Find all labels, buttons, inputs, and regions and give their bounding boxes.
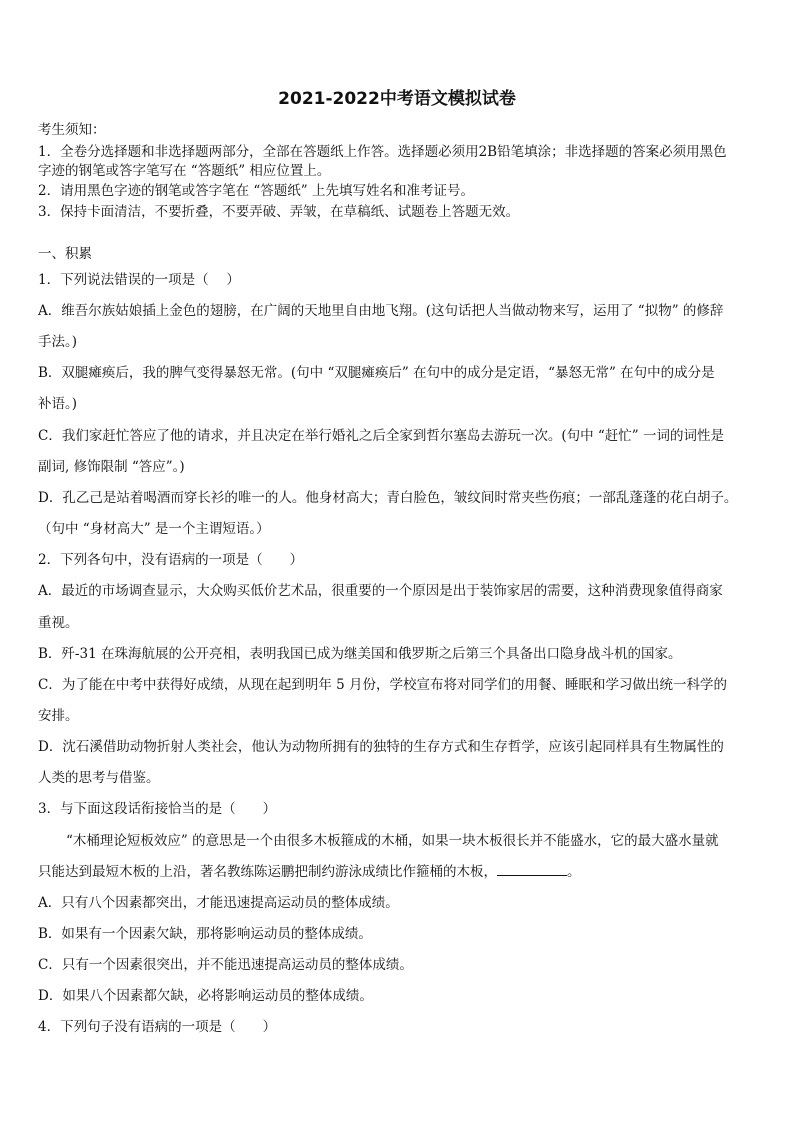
q2-option-c-cont: 安排。 [38, 708, 79, 724]
notice-heading: 考生须知： [38, 122, 106, 138]
q3-option-c: C．只有一个因素很突出，并不能迅速提高运动员的整体成绩。 [38, 957, 413, 973]
page-title: 2021-2022中考语文模拟试卷 [278, 89, 516, 109]
q2-option-b: B．歼-31 在珠海航展的公开亮相，表明我国已成为继美国和俄罗斯之后第三个具备出口隐身战斗机的国家。 [38, 646, 682, 662]
q3-passage-cont [38, 863, 581, 881]
notice-item-2: 2．请用黑色字迹的钢笔或答字笔在 “答题纸” 上先填写姓名和准考证号。 [38, 183, 474, 199]
q3-passage-text: 只能达到最短木板的上沿，著名教练陈运鹏把制约游泳成绩比作箍桶的木板， [38, 864, 497, 880]
q1-option-a-cont: 手法。) [38, 334, 78, 350]
answer-blank [497, 863, 567, 876]
notice-item-1-cont: 字迹的钢笔或答字笔写在 “答题纸” 相应位置上。 [38, 163, 331, 179]
notice-item-1: 1．全卷分选择题和非选择题两部分，全部在答题纸上作答。选择题必须用2B铅笔填涂；非选择题的答案必须用黑色 [38, 144, 727, 160]
q4-stem: 4．下列句子没有语病的一项是（ ） [38, 1019, 277, 1035]
q2-option-a: A．最近的市场调查显示，大众购买低价艺术品，很重要的一个原因是出于装饰家居的需要，这种消费现象值得商家 [38, 583, 723, 599]
q2-option-d: D．沈石溪借助动物折射人类社会，他认为动物所拥有的独特的生存方式和生存哲学，应该引起同样具有生物属性的 [38, 739, 724, 755]
q1-option-a: A．维吾尔族姑娘插上金色的翅膀，在广阔的天地里自由地飞翔。(这句话把人当做动物来写，运用了 “拟物” 的修辞 [38, 303, 724, 319]
section-heading: 一、积累 [38, 246, 92, 262]
q2-option-d-cont: 人类的思考与借鉴。 [38, 770, 160, 786]
q1-stem: 1．下列说法错误的一项是（ ） [38, 272, 240, 288]
q3-passage-end: 。 [567, 864, 581, 880]
q2-option-c: C．为了能在中考中获得好成绩，从现在起到明年 5 月份，学校宣布将对同学们的用餐、睡眠和学习做出统一科学的 [38, 677, 727, 693]
q3-option-a: A．只有八个因素都突出，才能迅速提高运动员的整体成绩。 [38, 895, 399, 911]
q2-option-a-cont: 重视。 [38, 615, 79, 631]
q3-passage: “木桶理论短板效应” 的意思是一个由很多木板箍成的木桶，如果一块木板很长并不能盛水，它的最大盛水量就 [66, 833, 719, 849]
q1-option-d: D．孔乙己是站着喝酒而穿长衫的唯一的人。他身材高大；青白脸色，皱纹间时常夹些伤痕；一部乱蓬蓬的花白胡子。 [38, 490, 738, 506]
q1-option-c-cont: 副词, 修饰限制 “答应”。) [38, 459, 185, 475]
q1-option-c: C．我们家赶忙答应了他的请求，并且决定在举行婚礼之后全家到哲尔塞岛去游玩一次。(句中 “赶忙” 一词的词性是 [38, 428, 724, 444]
q3-option-d: D．如果八个因素都欠缺，必将影响运动员的整体成绩。 [38, 988, 373, 1004]
q1-option-b: B．双腿瘫痪后，我的脾气变得暴怒无常。(句中 “双腿瘫痪后” 在句中的成分是定语，“暴怒无常” 在句中的成分是 [38, 365, 715, 381]
q3-option-b: B．如果有一个因素欠缺，那将影响运动员的整体成绩。 [38, 926, 372, 942]
q1-option-d-cont: （句中 “身材高大” 是一个主谓短语。） [38, 521, 270, 537]
q2-stem: 2．下列各句中，没有语病的一项是（ ） [38, 552, 304, 568]
q1-option-b-cont: 补语。) [38, 396, 78, 412]
q3-stem: 3．与下面这段话衔接恰当的是（ ） [38, 801, 277, 817]
notice-item-3: 3．保持卡面清洁，不要折叠，不要弄破、弄皱，在草稿纸、试题卷上答题无效。 [38, 204, 520, 220]
